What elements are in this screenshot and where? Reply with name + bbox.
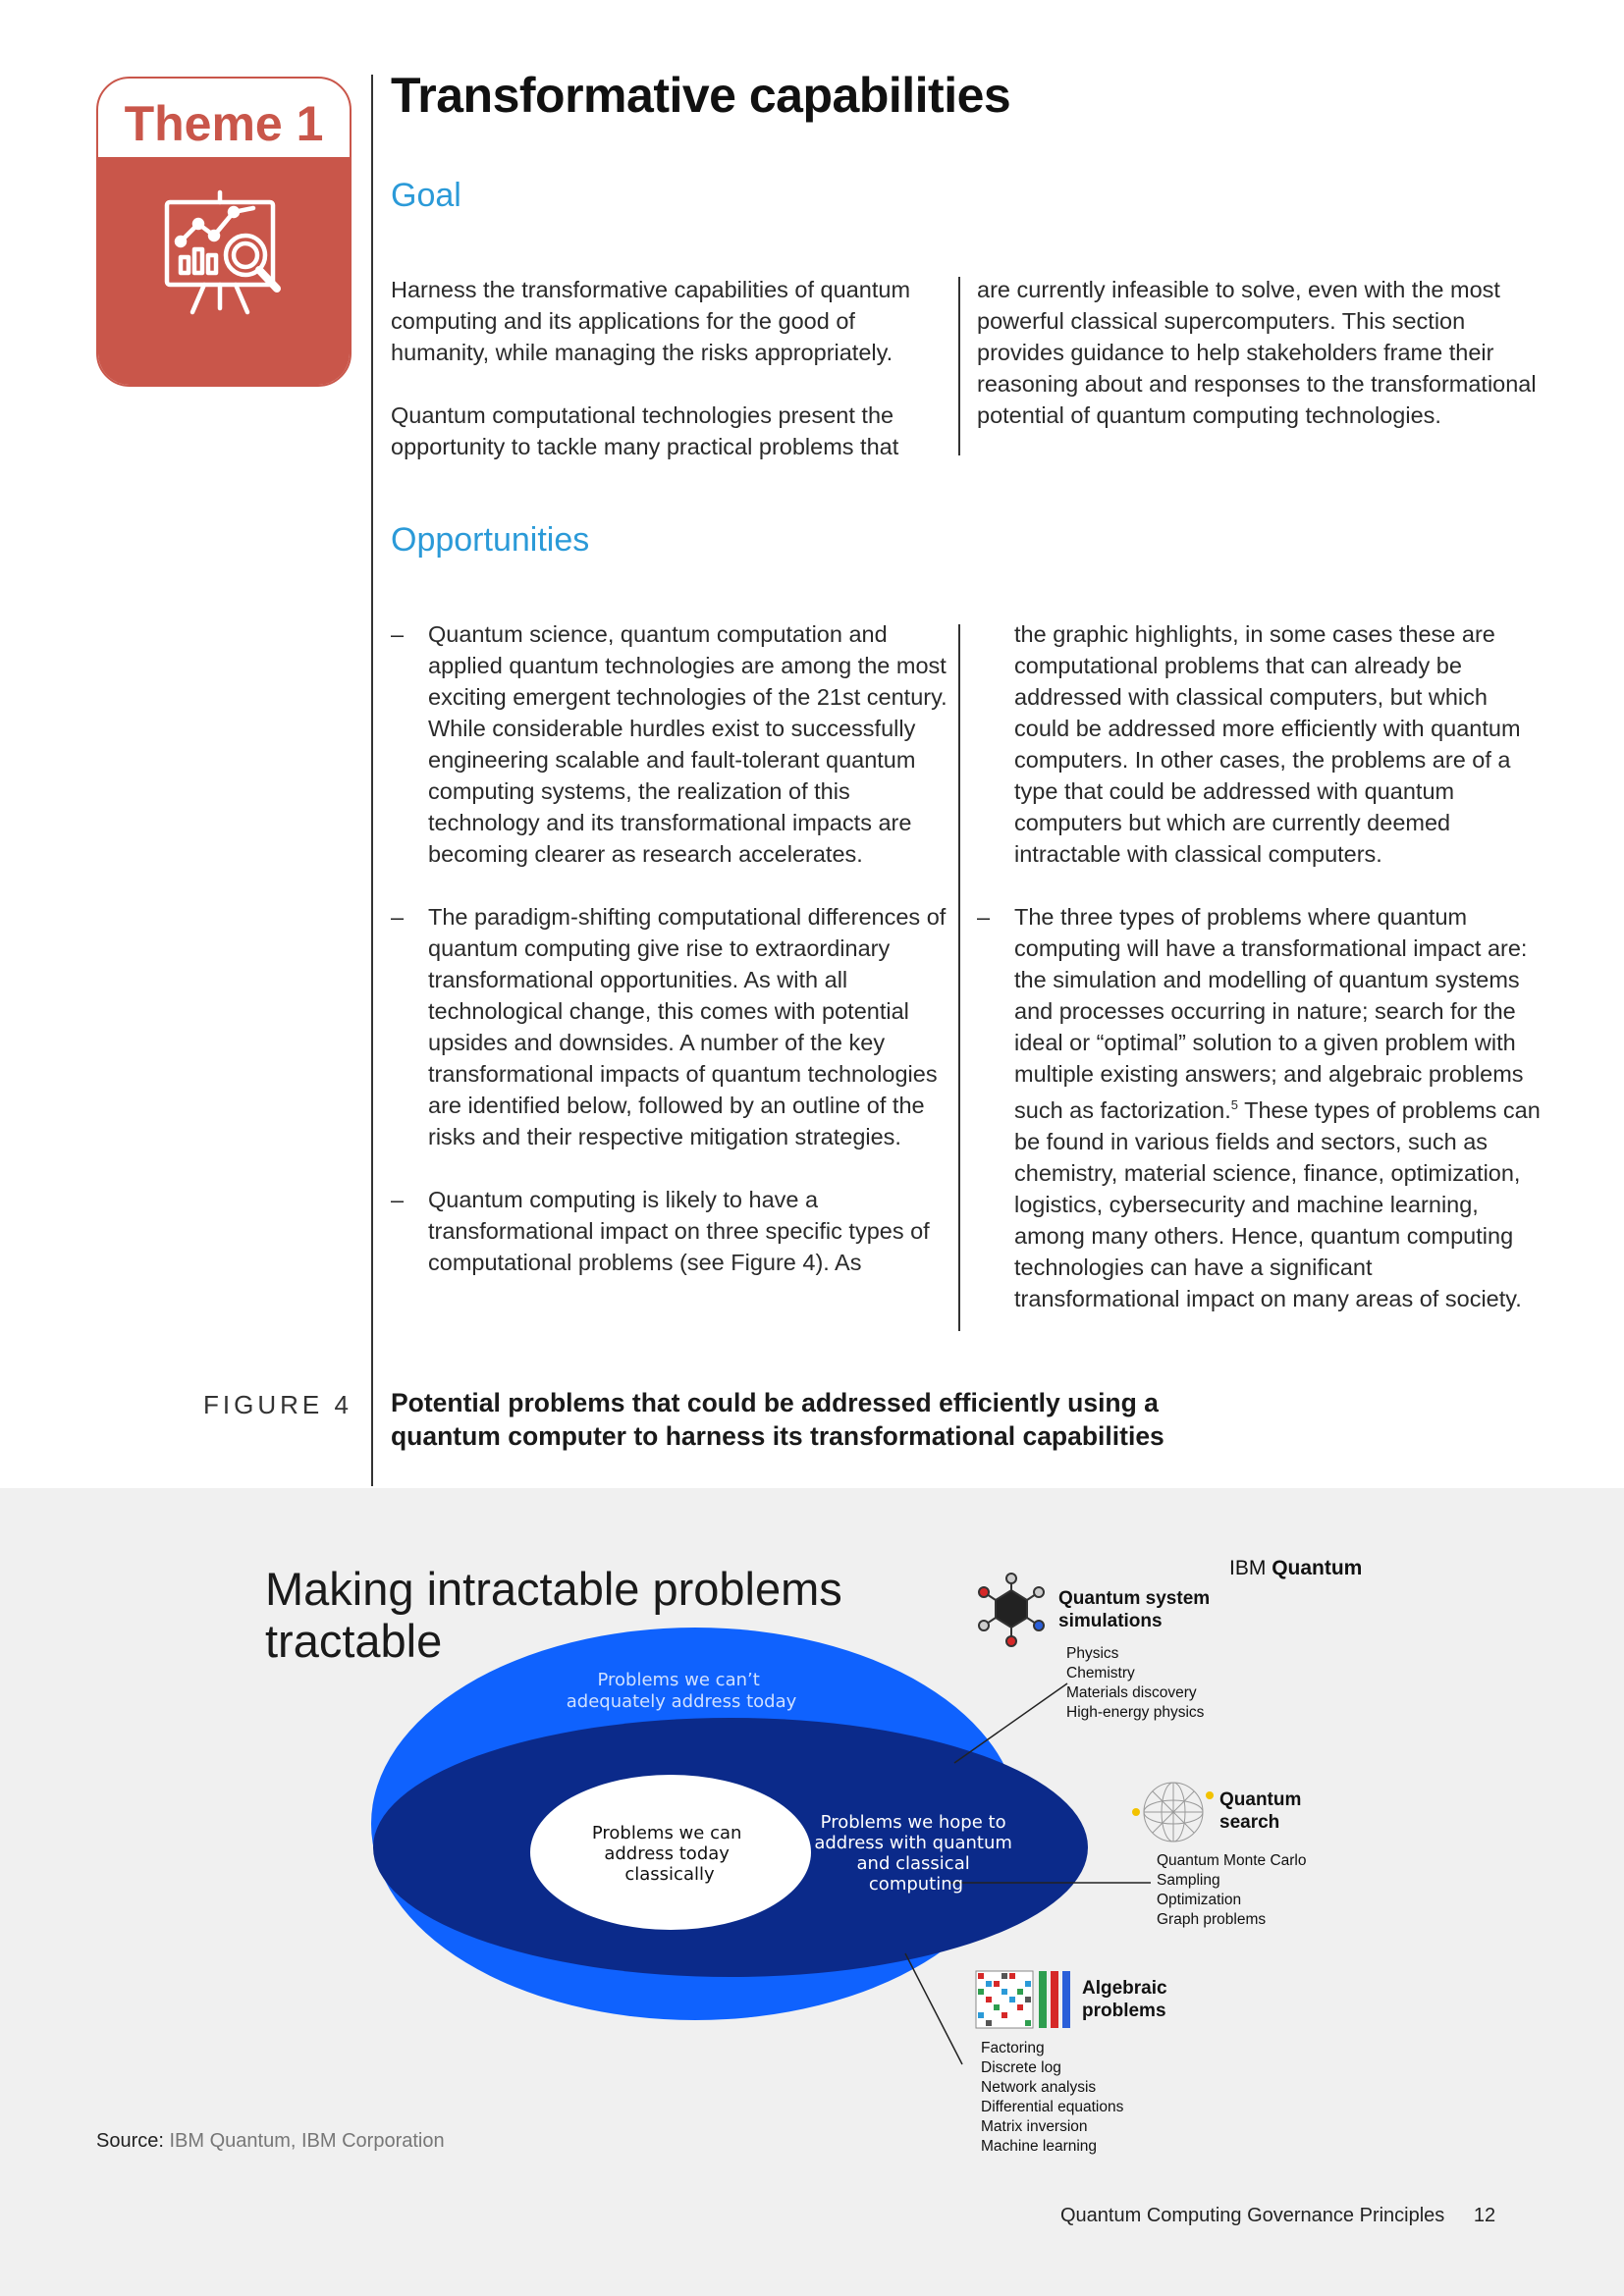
category-algebraic-problems <box>1082 1977 1167 2022</box>
opportunities-right-column <box>977 618 1542 1346</box>
footnote-ref[interactable]: 5 <box>1230 1097 1238 1112</box>
list-item: – The paradigm-shifting computational differences of quantum computing give rise to extraordinary transformational opportunities. As with all technological change, this comes with potential upsides and downsides. A number of the key transformational impacts of quantum technologies are identified below, followed by an outline of the risks and their respective mitigation strategies. <box>391 904 947 1149</box>
goal-left-column <box>391 274 941 494</box>
connector-line <box>905 1953 962 2064</box>
goal-paragraph: Quantum computational technologies present the opportunity to tackle many practical problems that <box>391 402 899 459</box>
goal-paragraph: Harness the transformative capabilities of quantum computing and its applications for the good of humanity, while managing the risks appropriately. <box>391 277 911 365</box>
svg-text:Problems we hope to addres: Problems we hope to address with quantum and classical computing <box>814 1812 1012 1895</box>
column-divider <box>958 277 960 455</box>
list-item: – Quantum computing is likely to have a transformational impact on three specific types of computational problems (see Figure 4). As <box>391 1187 930 1275</box>
network-sphere-icon <box>1132 1783 1214 1842</box>
list-item: – The three types of problems where quantum computing will have a transformational impact are: the simulation and modelling of quantum systems and processes occurring in nature; search for the ideal or “optimal” solution to a given problem with multiple existing answers; and algebraic problems such as factorization.$^5$ These types of problems can be found in various fields and sectors, such as chemistry, material science, finance, optimization, logistics, cybersecurity and machine learning, among many others. Hence, quantum computing technologies can have a significant transformational impact on many areas of society. <box>977 904 1541 1311</box>
publication-title: Quantum Computing Governance Principles <box>1060 2205 1445 2226</box>
svg-text:Problems we can address to: Problems we can address today classically <box>591 1823 742 1885</box>
ibm-quantum-logo: IBM Quantum <box>1229 1557 1363 1579</box>
list-item-continued: the graphic highlights, in some cases these are computational problems that can already be addressed with classical computers, but which could be addressed more efficiently with quantum computers. In other cases, the problems are of a type that could be addressed with quantum computers but which are currently deemed intractable with classical computers. <box>1014 621 1521 867</box>
category-items: Quantum Monte Carlo Sampling Optimization Graph problems <box>1157 1852 1307 1928</box>
figure-source: Source: IBM Quantum, IBM Corporation <box>96 2130 445 2152</box>
opportunities-left-column <box>391 618 948 1309</box>
page-footer <box>1060 2205 1495 2227</box>
category-title: Algebraic problems <box>1082 1978 1167 2021</box>
theme-badge-body <box>98 157 350 385</box>
outer-label: Problems we can’t <box>597 1670 760 1690</box>
page-number: 12 <box>1473 2205 1496 2226</box>
left-margin-rule <box>371 75 373 1486</box>
category-items: Physics Chemistry Materials discovery High-energy physics <box>1066 1645 1205 1721</box>
page-title: Transformative capabilities <box>391 68 1011 123</box>
theme-label: Theme 1 <box>124 96 324 151</box>
molecule-icon <box>979 1574 1044 1646</box>
figure-caption: Potential problems that could be addressed efficiently using a quantum computer to harness its transformational capabilities <box>391 1388 1164 1451</box>
svg-text:Problems we can’t adequate <box>567 1670 797 1712</box>
matrix-grid-icon <box>976 1971 1070 2028</box>
category-quantum-search <box>1219 1789 1301 1834</box>
opportunities-heading: Opportunities <box>391 521 590 559</box>
category-quantum-simulations <box>1058 1587 1210 1723</box>
goal-right-column <box>977 274 1542 462</box>
presentation-analytics-icon <box>157 187 295 324</box>
outer-label: adequately address today <box>566 1691 797 1712</box>
category-items: Factoring Discrete log Network analysis Differential equations Matrix inversion Machine learning <box>981 2040 1124 2155</box>
venn-diagram <box>0 1488 1624 2296</box>
column-divider <box>958 624 960 1331</box>
category-title: Quantum search <box>1219 1789 1302 1833</box>
category-title: Quantum system simulations <box>1058 1588 1211 1631</box>
goal-heading: Goal <box>391 177 461 214</box>
list-item: – Quantum science, quantum computation and applied quantum technologies are among the most exciting emergent technologies of the 21st century. While considerable hurdles exist to successfully engineering scalable and fault-tolerant quantum computing systems, the realization of this technology and its transformational impacts are becoming clearer as research accelerates. <box>391 621 947 867</box>
figure-headline: Making intractable problems tractable <box>265 1563 842 1667</box>
theme-badge <box>96 77 352 387</box>
goal-paragraph: are currently infeasible to solve, even with the most powerful classical supercomputers. This section provides guidance to help stakeholders frame their reasoning about and responses to the transformational potential of quantum computing technologies. <box>977 277 1537 428</box>
figure-label: FIGURE 4 <box>203 1390 352 1419</box>
